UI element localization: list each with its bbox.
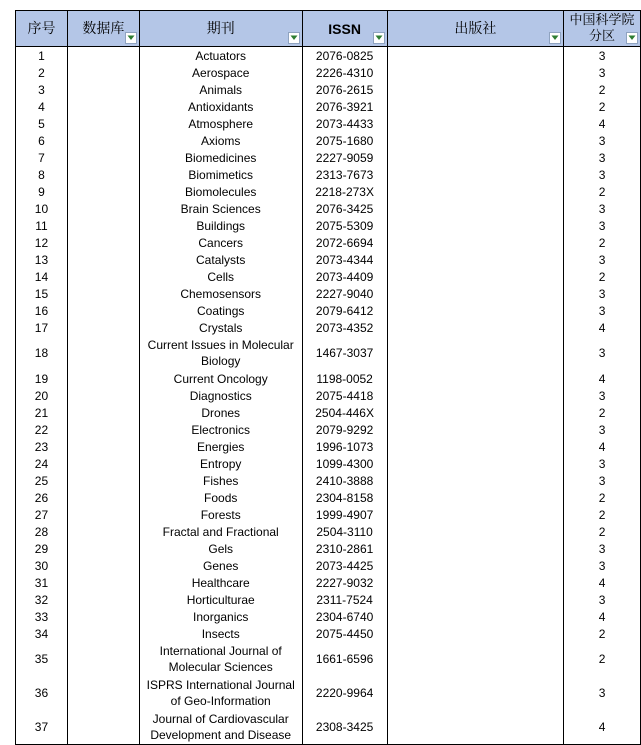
cell-issn[interactable]: 2073-4409 [302,268,387,285]
cell-database[interactable] [67,574,139,591]
cell-cas-zone[interactable]: 3 [564,472,641,489]
cell-publisher[interactable] [387,421,564,438]
cell-journal[interactable]: Biomolecules [139,183,302,200]
cell-database[interactable] [67,625,139,642]
cell-database[interactable] [67,489,139,506]
cell-journal[interactable]: Atmosphere [139,115,302,132]
cell-database[interactable] [67,472,139,489]
cell-journal[interactable]: Buildings [139,217,302,234]
cell-database[interactable] [67,404,139,421]
table-row [16,574,641,591]
cell-journal[interactable]: Electronics [139,421,302,438]
cell-publisher[interactable] [387,64,564,81]
cell-journal[interactable]: Axioms [139,132,302,149]
cell-journal[interactable]: Insects [139,625,302,642]
cell-publisher[interactable] [387,115,564,132]
table-row [16,217,641,234]
table-row [16,149,641,166]
cell-journal[interactable]: Animals [139,81,302,98]
cell-seq[interactable]: 12 [16,234,68,251]
header-journal [139,11,302,47]
cell-cas-zone[interactable]: 3 [564,217,641,234]
cell-publisher[interactable] [387,557,564,574]
cell-cas-zone[interactable]: 3 [564,421,641,438]
cell-issn[interactable]: 2218-273X [302,183,387,200]
cell-database[interactable] [67,183,139,200]
table-row [16,489,641,506]
cell-database[interactable] [67,302,139,319]
cell-journal[interactable]: Inorganics [139,608,302,625]
cell-database[interactable] [67,81,139,98]
header-database-label: 数据库 [82,20,125,37]
cell-issn[interactable]: 2075-4418 [302,387,387,404]
table-row [16,285,641,302]
cell-cas-zone[interactable]: 2 [564,489,641,506]
cell-journal[interactable]: Crystals [139,319,302,336]
cell-cas-zone[interactable]: 3 [564,540,641,557]
cell-seq[interactable]: 13 [16,251,68,268]
cell-publisher[interactable] [387,370,564,387]
cell-seq[interactable]: 27 [16,506,68,523]
cell-database[interactable] [67,64,139,81]
cell-journal[interactable]: Horticulturae [139,591,302,608]
table-row [16,523,641,540]
cell-database[interactable] [67,387,139,404]
cell-seq[interactable]: 19 [16,370,68,387]
cell-publisher[interactable] [387,472,564,489]
cell-database[interactable] [67,319,139,336]
cell-publisher[interactable] [387,98,564,115]
cell-seq[interactable]: 6 [16,132,68,149]
table-row [16,81,641,98]
table-row [16,438,641,455]
cell-database[interactable] [67,421,139,438]
cell-publisher[interactable] [387,489,564,506]
table-row [16,625,641,642]
cell-database[interactable] [67,438,139,455]
cell-journal[interactable]: Biomimetics [139,166,302,183]
header-seq [16,11,68,47]
cell-journal[interactable]: Fishes [139,472,302,489]
cell-cas-zone[interactable]: 3 [564,455,641,472]
cell-database[interactable] [67,642,139,676]
table-row [16,200,641,217]
filter-dropdown-icon[interactable] [626,32,638,44]
cell-issn[interactable]: 2075-5309 [302,217,387,234]
cell-journal[interactable]: Current Issues in Molecular Biology [139,336,302,370]
cell-seq[interactable]: 35 [16,642,68,676]
cell-database[interactable] [67,234,139,251]
cell-seq[interactable]: 33 [16,608,68,625]
header-issn [302,11,387,47]
cell-cas-zone[interactable]: 2 [564,506,641,523]
cell-database[interactable] [67,200,139,217]
cell-issn[interactable]: 2227-9040 [302,285,387,302]
cell-cas-zone[interactable]: 3 [564,591,641,608]
cell-seq[interactable]: 20 [16,387,68,404]
cell-seq[interactable]: 1 [16,47,68,65]
cell-seq[interactable]: 21 [16,404,68,421]
cell-database[interactable] [67,268,139,285]
cell-seq[interactable]: 37 [16,710,68,745]
cell-database[interactable] [67,217,139,234]
cell-issn[interactable]: 1661-6596 [302,642,387,676]
cell-seq[interactable]: 29 [16,540,68,557]
cell-cas-zone[interactable]: 2 [564,98,641,115]
cell-cas-zone[interactable]: 4 [564,710,641,745]
cell-seq[interactable]: 25 [16,472,68,489]
cell-seq[interactable]: 28 [16,523,68,540]
cell-issn[interactable]: 2220-9964 [302,676,387,710]
cell-database[interactable] [67,591,139,608]
cell-publisher[interactable] [387,47,564,65]
table-row [16,710,641,745]
cell-publisher[interactable] [387,234,564,251]
cell-issn[interactable]: 2227-9059 [302,149,387,166]
table-row [16,557,641,574]
cell-cas-zone[interactable]: 3 [564,149,641,166]
cell-issn[interactable]: 2073-4433 [302,115,387,132]
cell-issn[interactable]: 1099-4300 [302,455,387,472]
cell-cas-zone[interactable]: 3 [564,676,641,710]
header-cas-zone-label: 中国科学院分区 [569,12,635,44]
cell-issn[interactable]: 2226-4310 [302,64,387,81]
cell-seq[interactable]: 30 [16,557,68,574]
cell-database[interactable] [67,115,139,132]
cell-cas-zone[interactable]: 4 [564,319,641,336]
cell-database[interactable] [67,98,139,115]
cell-publisher[interactable] [387,217,564,234]
cell-seq[interactable]: 7 [16,149,68,166]
cell-journal[interactable]: Current Oncology [139,370,302,387]
cell-seq[interactable]: 8 [16,166,68,183]
cell-cas-zone[interactable]: 3 [564,251,641,268]
cell-seq[interactable]: 5 [16,115,68,132]
cell-issn[interactable]: 1467-3037 [302,336,387,370]
cell-cas-zone[interactable]: 2 [564,642,641,676]
cell-cas-zone[interactable]: 2 [564,81,641,98]
cell-issn[interactable]: 2076-2615 [302,81,387,98]
cell-publisher[interactable] [387,438,564,455]
cell-issn[interactable]: 2308-3425 [302,710,387,745]
table-row [16,404,641,421]
cell-database[interactable] [67,455,139,472]
cell-journal[interactable]: Gels [139,540,302,557]
header-publisher-label: 出版社 [454,20,497,37]
cell-seq[interactable]: 31 [16,574,68,591]
table-row [16,115,641,132]
cell-cas-zone[interactable]: 3 [564,64,641,81]
table-row [16,268,641,285]
cell-seq[interactable]: 2 [16,64,68,81]
cell-cas-zone[interactable]: 4 [564,115,641,132]
table-row [16,472,641,489]
cell-publisher[interactable] [387,81,564,98]
cell-journal[interactable]: Energies [139,438,302,455]
cell-cas-zone[interactable]: 3 [564,285,641,302]
header-seq-label: 序号 [27,20,56,37]
table-row [16,234,641,251]
header-issn-label: ISSN [328,20,361,37]
cell-seq[interactable]: 32 [16,591,68,608]
cell-database[interactable] [67,132,139,149]
cell-issn[interactable]: 2227-9032 [302,574,387,591]
filter-dropdown-icon[interactable] [125,32,137,44]
cell-journal[interactable]: Cancers [139,234,302,251]
cell-publisher[interactable] [387,149,564,166]
cell-publisher[interactable] [387,642,564,676]
cell-cas-zone[interactable]: 2 [564,234,641,251]
table-row [16,64,641,81]
cell-issn[interactable]: 2079-6412 [302,302,387,319]
cell-journal[interactable]: Diagnostics [139,387,302,404]
cell-issn[interactable]: 2075-1680 [302,132,387,149]
table-row [16,132,641,149]
cell-cas-zone[interactable]: 4 [564,608,641,625]
cell-journal[interactable]: ISPRS International Journal of Geo-Information [139,676,302,710]
journal-table [15,10,641,745]
cell-cas-zone[interactable]: 4 [564,438,641,455]
cell-publisher[interactable] [387,132,564,149]
cell-journal[interactable]: Entropy [139,455,302,472]
table-row [16,676,641,710]
cell-issn[interactable]: 2076-0825 [302,47,387,65]
cell-issn[interactable]: 2076-3425 [302,200,387,217]
cell-publisher[interactable] [387,523,564,540]
cell-issn[interactable]: 2073-4425 [302,557,387,574]
table-row [16,608,641,625]
cell-journal[interactable]: Biomedicines [139,149,302,166]
cell-seq[interactable]: 24 [16,455,68,472]
table-row [16,642,641,676]
cell-issn[interactable]: 1999-4907 [302,506,387,523]
table-row [16,319,641,336]
table-row [16,251,641,268]
cell-publisher[interactable] [387,251,564,268]
cell-journal[interactable]: Coatings [139,302,302,319]
cell-cas-zone[interactable]: 2 [564,625,641,642]
cell-publisher[interactable] [387,268,564,285]
cell-database[interactable] [67,285,139,302]
cell-issn[interactable]: 2075-4450 [302,625,387,642]
header-database [67,11,139,47]
header-row [16,11,641,47]
cell-publisher[interactable] [387,387,564,404]
cell-publisher[interactable] [387,285,564,302]
cell-publisher[interactable] [387,676,564,710]
cell-publisher[interactable] [387,336,564,370]
cell-journal[interactable]: Genes [139,557,302,574]
cell-journal[interactable]: Healthcare [139,574,302,591]
cell-journal[interactable]: Aerospace [139,64,302,81]
cell-database[interactable] [67,370,139,387]
cell-publisher[interactable] [387,200,564,217]
cell-cas-zone[interactable]: 2 [564,268,641,285]
cell-journal[interactable]: Brain Sciences [139,200,302,217]
cell-seq[interactable]: 34 [16,625,68,642]
table-row [16,387,641,404]
cell-cas-zone[interactable]: 3 [564,387,641,404]
cell-database[interactable] [67,608,139,625]
table-row [16,540,641,557]
cell-cas-zone[interactable]: 3 [564,200,641,217]
cell-journal[interactable]: Cells [139,268,302,285]
cell-seq[interactable]: 11 [16,217,68,234]
cell-seq[interactable]: 23 [16,438,68,455]
header-journal-label: 期刊 [206,20,235,37]
cell-cas-zone[interactable]: 3 [564,166,641,183]
cell-database[interactable] [67,336,139,370]
cell-database[interactable] [67,710,139,745]
cell-seq[interactable]: 9 [16,183,68,200]
table-row [16,591,641,608]
table-row [16,421,641,438]
cell-database[interactable] [67,149,139,166]
cell-journal[interactable]: International Journal of Molecular Sciences [139,642,302,676]
filter-dropdown-icon[interactable] [373,32,385,44]
cell-database[interactable] [67,557,139,574]
cell-publisher[interactable] [387,183,564,200]
cell-issn[interactable]: 1996-1073 [302,438,387,455]
cell-database[interactable] [67,676,139,710]
cell-publisher[interactable] [387,625,564,642]
cell-database[interactable] [67,47,139,65]
cell-issn[interactable]: 2410-3888 [302,472,387,489]
cell-issn[interactable]: 2313-7673 [302,166,387,183]
cell-issn[interactable]: 2304-6740 [302,608,387,625]
cell-publisher[interactable] [387,302,564,319]
table-row [16,506,641,523]
cell-issn[interactable]: 1198-0052 [302,370,387,387]
cell-database[interactable] [67,166,139,183]
cell-issn[interactable]: 2311-7524 [302,591,387,608]
cell-issn[interactable]: 2076-3921 [302,98,387,115]
filter-dropdown-icon[interactable] [288,32,300,44]
cell-database[interactable] [67,251,139,268]
cell-seq[interactable]: 14 [16,268,68,285]
header-cas-zone [564,11,641,47]
table-row [16,455,641,472]
cell-cas-zone[interactable]: 3 [564,336,641,370]
cell-seq[interactable]: 22 [16,421,68,438]
cell-publisher[interactable] [387,608,564,625]
cell-journal[interactable]: Actuators [139,47,302,65]
header-publisher [387,11,564,47]
cell-issn[interactable]: 2073-4352 [302,319,387,336]
cell-publisher[interactable] [387,574,564,591]
cell-seq[interactable]: 26 [16,489,68,506]
cell-publisher[interactable] [387,319,564,336]
cell-seq[interactable]: 10 [16,200,68,217]
cell-journal[interactable]: Chemosensors [139,285,302,302]
cell-issn[interactable]: 2073-4344 [302,251,387,268]
cell-cas-zone[interactable]: 2 [564,404,641,421]
cell-journal[interactable]: Journal of Cardiovascular Development and Disease [139,710,302,745]
cell-publisher[interactable] [387,166,564,183]
cell-seq[interactable]: 18 [16,336,68,370]
cell-seq[interactable]: 16 [16,302,68,319]
table-row [16,183,641,200]
cell-journal[interactable]: Drones [139,404,302,421]
cell-database[interactable] [67,506,139,523]
cell-cas-zone[interactable]: 3 [564,302,641,319]
cell-cas-zone[interactable]: 4 [564,574,641,591]
cell-seq[interactable]: 3 [16,81,68,98]
cell-issn[interactable]: 2504-446X [302,404,387,421]
cell-publisher[interactable] [387,540,564,557]
cell-journal[interactable]: Catalysts [139,251,302,268]
cell-seq[interactable]: 36 [16,676,68,710]
cell-database[interactable] [67,540,139,557]
cell-journal[interactable]: Foods [139,489,302,506]
cell-publisher[interactable] [387,455,564,472]
table-body [16,47,641,745]
cell-cas-zone[interactable]: 3 [564,47,641,65]
cell-publisher[interactable] [387,506,564,523]
table-row [16,166,641,183]
cell-issn[interactable]: 2072-6694 [302,234,387,251]
cell-cas-zone[interactable]: 4 [564,370,641,387]
cell-journal[interactable]: Antioxidants [139,98,302,115]
cell-publisher[interactable] [387,404,564,421]
cell-issn[interactable]: 2079-9292 [302,421,387,438]
cell-publisher[interactable] [387,710,564,745]
cell-cas-zone[interactable]: 3 [564,132,641,149]
cell-journal[interactable]: Fractal and Fractional [139,523,302,540]
cell-publisher[interactable] [387,591,564,608]
cell-cas-zone[interactable]: 3 [564,557,641,574]
cell-issn[interactable]: 2304-8158 [302,489,387,506]
table-row [16,302,641,319]
cell-seq[interactable]: 17 [16,319,68,336]
cell-database[interactable] [67,523,139,540]
table-row [16,47,641,65]
cell-journal[interactable]: Forests [139,506,302,523]
table-row [16,98,641,115]
cell-cas-zone[interactable]: 2 [564,523,641,540]
cell-seq[interactable]: 4 [16,98,68,115]
cell-cas-zone[interactable]: 2 [564,183,641,200]
cell-issn[interactable]: 2504-3110 [302,523,387,540]
table-row [16,336,641,370]
cell-seq[interactable]: 15 [16,285,68,302]
table-row [16,370,641,387]
filter-dropdown-icon[interactable] [549,32,561,44]
cell-issn[interactable]: 2310-2861 [302,540,387,557]
